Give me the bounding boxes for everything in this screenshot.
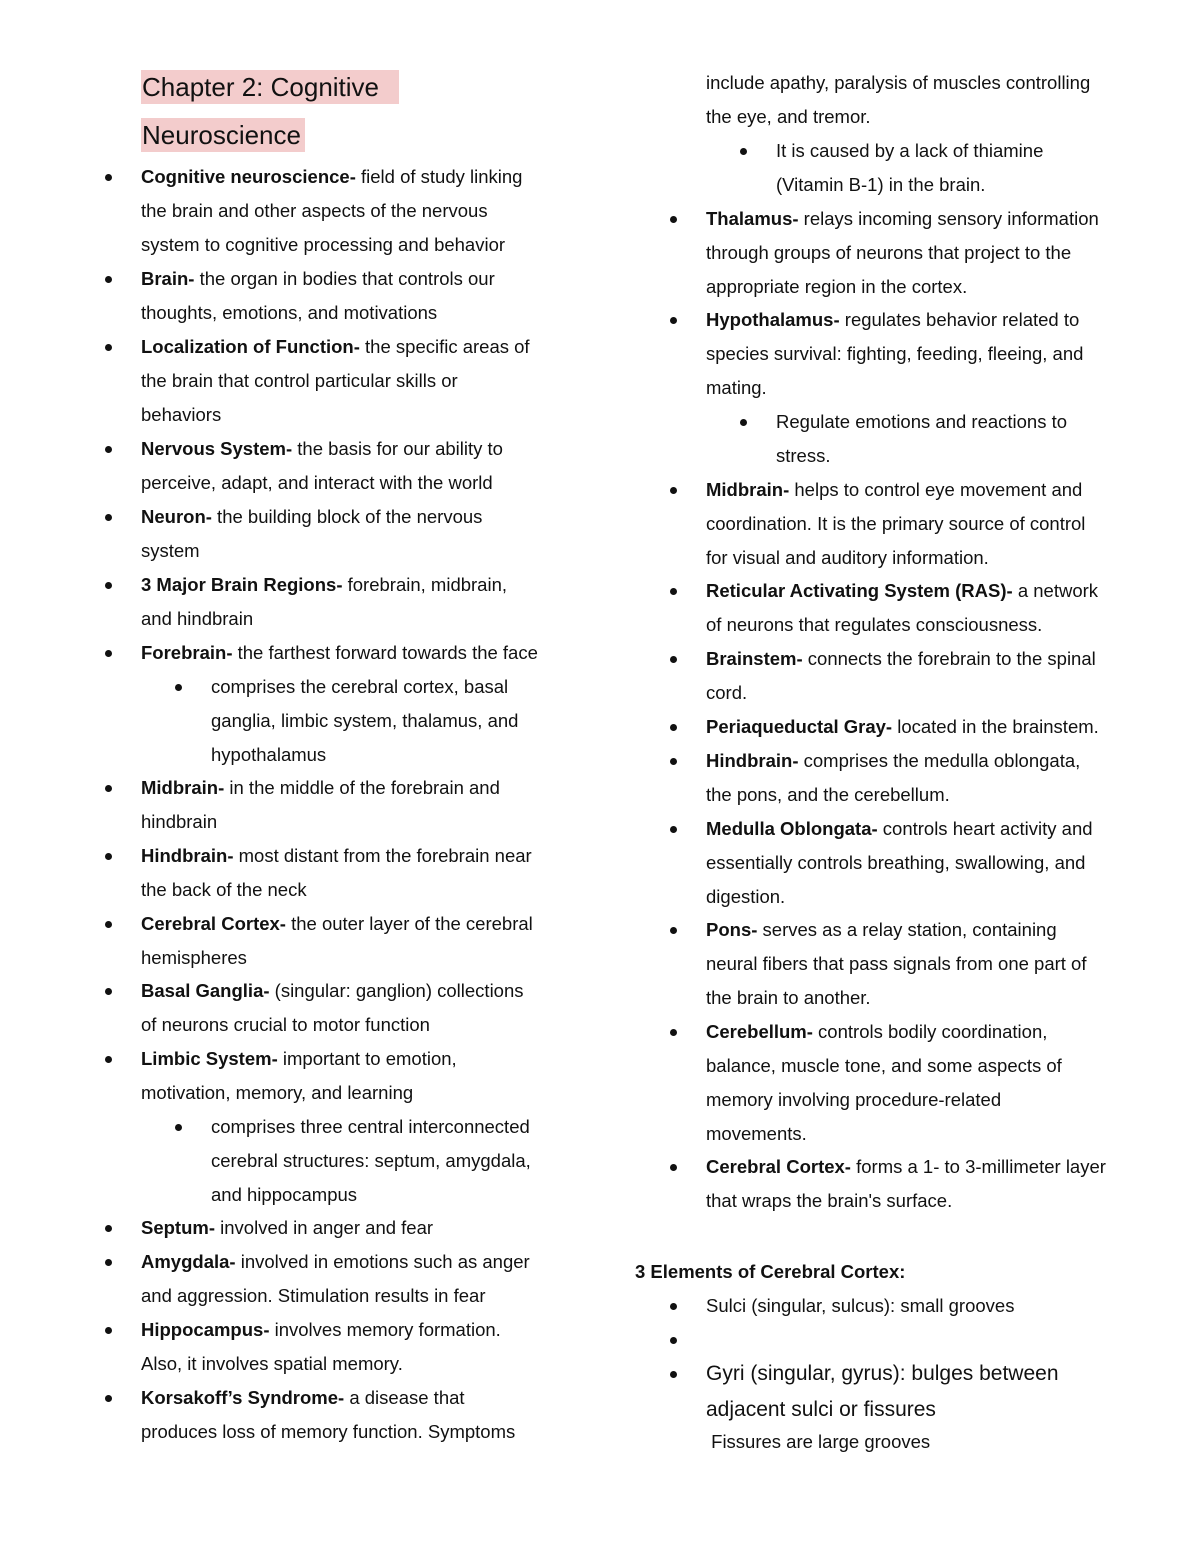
list-item-thalamus: Thalamus- relays incoming sensory information through groups of neurons that project to the appropriate region in the cortex. bbox=[706, 202, 1099, 304]
page-title-line-1: Chapter 2: Cognitive bbox=[141, 70, 399, 104]
bullet-icon bbox=[670, 1029, 677, 1036]
bullet-icon bbox=[670, 1164, 677, 1171]
list-item-midbrain: Midbrain- in the middle of the forebrain and hindbrain bbox=[141, 771, 500, 839]
list-item-hindbrain: Hindbrain- most distant from the forebrain near the back of the neck bbox=[141, 839, 532, 907]
bullet-icon bbox=[105, 1225, 112, 1232]
bullet-icon bbox=[105, 650, 112, 657]
list-item-neuron: Neuron- the building block of the nervous system bbox=[141, 500, 482, 568]
list-item-periaqueductal-gray: Periaqueductal Gray- located in the brainstem. bbox=[706, 710, 1099, 744]
bullet-icon bbox=[105, 853, 112, 860]
list-item-cerebellum: Cerebellum- controls bodily coordination, balance, muscle tone, and some aspects of memory involving procedure-related movements. bbox=[706, 1015, 1062, 1151]
bullet-icon bbox=[175, 1124, 182, 1131]
bullet-icon bbox=[670, 1371, 677, 1378]
list-item-fissures: Fissures are large grooves bbox=[706, 1323, 930, 1527]
bullet-icon bbox=[670, 826, 677, 833]
list-item-sulci: Sulci (singular, sulcus): small grooves bbox=[706, 1289, 1014, 1323]
bullet-icon bbox=[670, 656, 677, 663]
bullet-icon bbox=[670, 724, 677, 731]
list-item-korsakoffs-continuation: include apathy, paralysis of muscles controlling the eye, and tremor. bbox=[706, 72, 1091, 127]
list-item-gyri: Gyri (singular, gyrus): bulges between adjacent sulci or fissures bbox=[706, 1356, 1059, 1428]
bullet-icon bbox=[740, 148, 747, 155]
bullet-icon bbox=[670, 927, 677, 934]
list-item-korsakoffs-syndrome: Korsakoff’s Syndrome- a disease that produces loss of memory function. Symptoms bbox=[141, 1381, 515, 1449]
list-item-amygdala: Amygdala- involved in emotions such as anger and aggression. Stimulation results in fear bbox=[141, 1245, 530, 1313]
bullet-icon bbox=[670, 317, 677, 324]
sub-item-forebrain-components: comprises the cerebral cortex, basal ganglia, limbic system, thalamus, and hypothalamus bbox=[211, 670, 518, 772]
list-item-hippocampus: Hippocampus- involves memory formation. Also, it involves spatial memory. bbox=[141, 1313, 501, 1381]
list-item-hypothalamus: Hypothalamus- regulates behavior related to species survival: fighting, feeding, fleeing, and mating. bbox=[706, 303, 1083, 405]
list-item-basal-ganglia: Basal Ganglia- (singular: ganglion) collections of neurons crucial to motor function bbox=[141, 974, 524, 1042]
list-item-septum: Septum- involved in anger and fear bbox=[141, 1211, 433, 1245]
list-item-medulla-oblongata: Medulla Oblongata- controls heart activity and essentially controls breathing, swallowing, and digestion. bbox=[706, 812, 1093, 914]
bullet-icon bbox=[105, 276, 112, 283]
list-item-hindbrain-right: Hindbrain- comprises the medulla oblongata, the pons, and the cerebellum. bbox=[706, 744, 1080, 812]
bullet-icon bbox=[105, 446, 112, 453]
bullet-icon bbox=[105, 785, 112, 792]
list-item-cerebral-cortex: Cerebral Cortex- the outer layer of the cerebral hemispheres bbox=[141, 907, 533, 975]
list-item-limbic-system: Limbic System- important to emotion, motivation, memory, and learning bbox=[141, 1042, 457, 1110]
page-title-line-2: Neuroscience bbox=[141, 118, 305, 152]
bullet-icon bbox=[105, 988, 112, 995]
bullet-icon bbox=[670, 1303, 677, 1310]
bullet-icon bbox=[105, 1327, 112, 1334]
bullet-icon bbox=[105, 582, 112, 589]
bullet-icon bbox=[670, 588, 677, 595]
bullet-icon bbox=[670, 758, 677, 765]
list-item-cognitive-neuroscience: Cognitive neuroscience- field of study linking the brain and other aspects of the nervous system to cognitive processing and behavior bbox=[141, 160, 522, 262]
list-item-brainstem: Brainstem- connects the forebrain to the spinal cord. bbox=[706, 642, 1096, 710]
bullet-icon bbox=[105, 1056, 112, 1063]
list-item-midbrain-right: Midbrain- helps to control eye movement and coordination. It is the primary source of control for visual and auditory information. bbox=[706, 473, 1085, 575]
list-item-pons: Pons- serves as a relay station, containing neural fibers that pass signals from one part of the brain to another. bbox=[706, 913, 1086, 1015]
list-item-localization-of-function: Localization of Function- the specific areas of the brain that control particular skills or behaviors bbox=[141, 330, 530, 432]
bullet-icon bbox=[105, 1395, 112, 1402]
bullet-icon bbox=[105, 174, 112, 181]
bullet-icon bbox=[105, 344, 112, 351]
list-item-nervous-system: Nervous System- the basis for our ability to perceive, adapt, and interact with the world bbox=[141, 432, 503, 500]
bullet-icon bbox=[740, 419, 747, 426]
bullet-icon bbox=[105, 514, 112, 521]
bullet-icon bbox=[670, 1337, 677, 1344]
sub-item-regulate-emotions: Regulate emotions and reactions to stress. bbox=[776, 405, 1067, 473]
sub-item-limbic-structures: comprises three central interconnected cerebral structures: septum, amygdala, and hippocampus bbox=[211, 1110, 531, 1212]
list-item-brain: Brain- the organ in bodies that controls our thoughts, emotions, and motivations bbox=[141, 262, 495, 330]
list-item-reticular-activating-system: Reticular Activating System (RAS)- a network of neurons that regulates consciousness. bbox=[706, 574, 1098, 642]
sub-item-thiamine: It is caused by a lack of thiamine (Vitamin B-1) in the brain. bbox=[776, 134, 1043, 202]
bullet-icon bbox=[105, 1259, 112, 1266]
bullet-icon bbox=[670, 216, 677, 223]
bullet-icon bbox=[175, 684, 182, 691]
list-item-3-major-brain-regions: 3 Major Brain Regions- forebrain, midbrain, and hindbrain bbox=[141, 568, 507, 636]
bullet-icon bbox=[105, 921, 112, 928]
list-item-cerebral-cortex-right: Cerebral Cortex- forms a 1- to 3-millimeter layer that wraps the brain's surface. bbox=[706, 1150, 1106, 1218]
section-heading-cortex-elements: 3 Elements of Cerebral Cortex: bbox=[635, 1261, 906, 1282]
list-item-forebrain: Forebrain- the farthest forward towards the face bbox=[141, 636, 538, 670]
bullet-icon bbox=[670, 487, 677, 494]
